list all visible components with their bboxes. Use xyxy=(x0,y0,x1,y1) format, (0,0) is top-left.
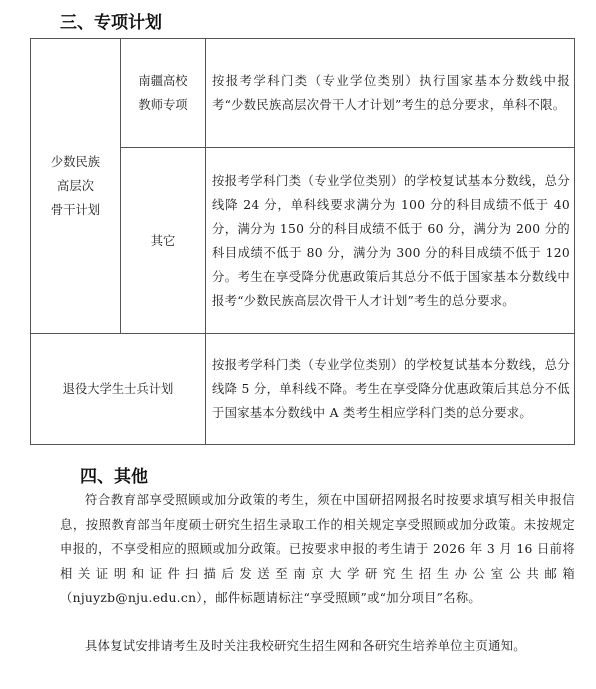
content-cell: 按报考学科门类（专业学位类别）的学校复试基本分数线，总分线降 24 分，单科线要求满分为 100 分的科目成绩不低于 40 分，满分为 150 分的科目成绩不低于 60 分，满分为 200 分的科目成绩不低于 80 分，满分为 300 分的科目成绩不低于 120 分。考生在享受降分优惠政策后其总分不低于国家基本分数线中报考“少数民族高层次骨干人才计划”考生的总分要求。 xyxy=(206,148,575,334)
table-row xyxy=(31,334,575,445)
sub-label-line-1: 南疆高校 xyxy=(138,74,188,88)
sub-label-line-2: 教师专项 xyxy=(138,98,188,112)
retired-soldier-label-cell: 退役大学生士兵计划 xyxy=(31,334,206,445)
group-label-cell xyxy=(31,39,121,334)
other-paragraph-2: 具体复试安排请考生及时关注我校研究生招生网和各研究生培养单位主页通知。 xyxy=(85,639,526,653)
sub-label-cell xyxy=(121,39,206,148)
group-label-line-2: 高层次 xyxy=(57,179,94,193)
content-cell: 按报考学科门类（专业学位类别）的学校复试基本分数线，总分线降 5 分，单科线不降。考生在享受降分优惠政策后其总分不低于国家基本分数线中 A 类考生相应学科门类的总分要求。 xyxy=(206,334,575,445)
sub-label-cell: 其它 xyxy=(121,148,206,334)
section-4-heading: 四、其他 xyxy=(80,467,148,487)
content-cell: 按报考学科门类（专业学位类别）执行国家基本分数线中报考“少数民族高层次骨干人才计划”考生的总分要求，单科不限。 xyxy=(206,39,575,148)
other-paragraph-1: 符合教育部享受照顾或加分政策的考生，须在中国研招网报名时按要求填写相关申报信息，按照教育部当年度硕士研究生招生录取工作的相关规定享受照顾或加分政策。未按规定申报的，不享受相应的照顾或加分政策。已按要求申报的考生请于 2026 年 3 月 16 日前将相关证明和证件扫描后发送至南京大学研究生招生办公室公共邮箱（njuyzb@nju.edu.cn），邮件标题请标注“享受照顾”或“加分项目”名称。 xyxy=(60,493,575,606)
group-label-line-1: 少数民族 xyxy=(50,155,101,169)
section-3-heading: 三、专项计划 xyxy=(60,13,162,33)
group-label-line-3: 骨干计划 xyxy=(50,203,101,217)
special-plan-table xyxy=(30,38,575,445)
table-row xyxy=(31,39,575,148)
